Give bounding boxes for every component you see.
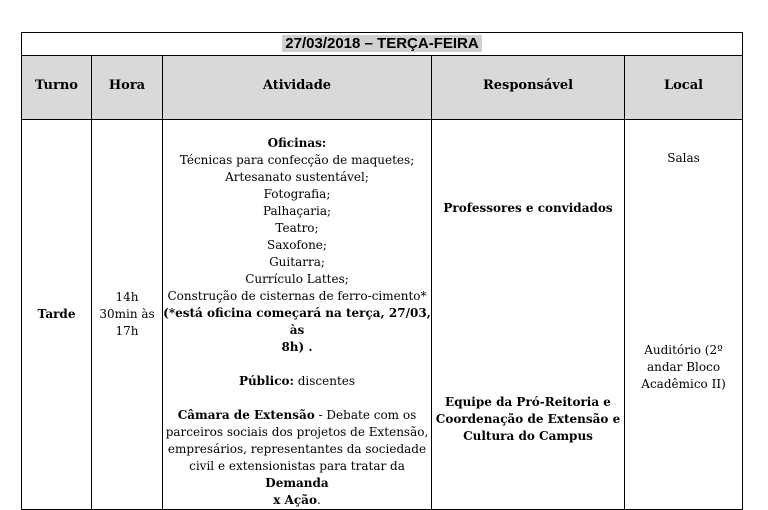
oficina-item: Saxofone; [267,238,327,252]
header-turno: Turno [22,56,92,120]
oficina-item: Palhaçaria; [262,204,332,218]
local-first: Salas [667,151,700,165]
oficina-note: (*está oficina começará na terça, 27/03, às [163,306,431,337]
camara-line: civil e extensionistas para tratar da Demanda [189,459,405,490]
oficina-item: Teatro; [275,221,319,235]
camara-line: parceiros sociais dos projetos de Extensão, [165,425,429,439]
hora-cell [92,120,163,510]
publico-label: Público: [238,374,294,388]
date-title-cell [22,33,743,56]
turno-cell: Tarde [22,120,92,510]
oficina-item: Currículo Lattes; [245,272,349,286]
camara-line: x Ação. [273,493,321,507]
header-atividade: Atividade [163,56,432,120]
oficina-item: Guitarra; [269,255,325,269]
oficina-note: 8h) . [281,340,313,354]
oficinas-heading: Oficinas: [267,136,327,150]
date-title: 27/03/2018 – TERÇA-FEIRA [282,35,481,52]
header-hora: Hora [92,56,163,120]
publico-value: discentes [293,374,356,388]
oficina-item: Fotografia; [263,187,331,201]
hora-line: 14h [115,290,139,304]
camara-title: Câmara de Extensão [177,408,315,422]
hora-line: 17h [115,324,139,338]
header-responsavel: Responsável [432,56,625,120]
responsavel-first: Professores e convidados [443,201,613,215]
hora-line: 30min às [99,307,155,321]
local-second: Auditório (2º andar Bloco Acadêmico II) [641,343,726,391]
publico-line [163,373,431,390]
oficina-item: Técnicas para confecção de maquetes; [179,153,415,167]
oficina-item: Construção de cisternas de ferro-cimento* [167,289,427,303]
camara-line: Câmara de Extensão - Debate com os [177,408,417,422]
responsavel-cell [432,120,625,510]
local-cell [625,120,743,510]
atividade-cell [163,120,432,510]
oficina-item: Artesanato sustentável; [225,170,369,184]
camara-line: empresários, representantes da sociedade [167,442,427,456]
header-local: Local [625,56,743,120]
schedule-table [21,32,743,510]
responsavel-second: Equipe da Pró-Reitoria e Coordenação de Extensão e Cultura do Campus [435,395,621,443]
